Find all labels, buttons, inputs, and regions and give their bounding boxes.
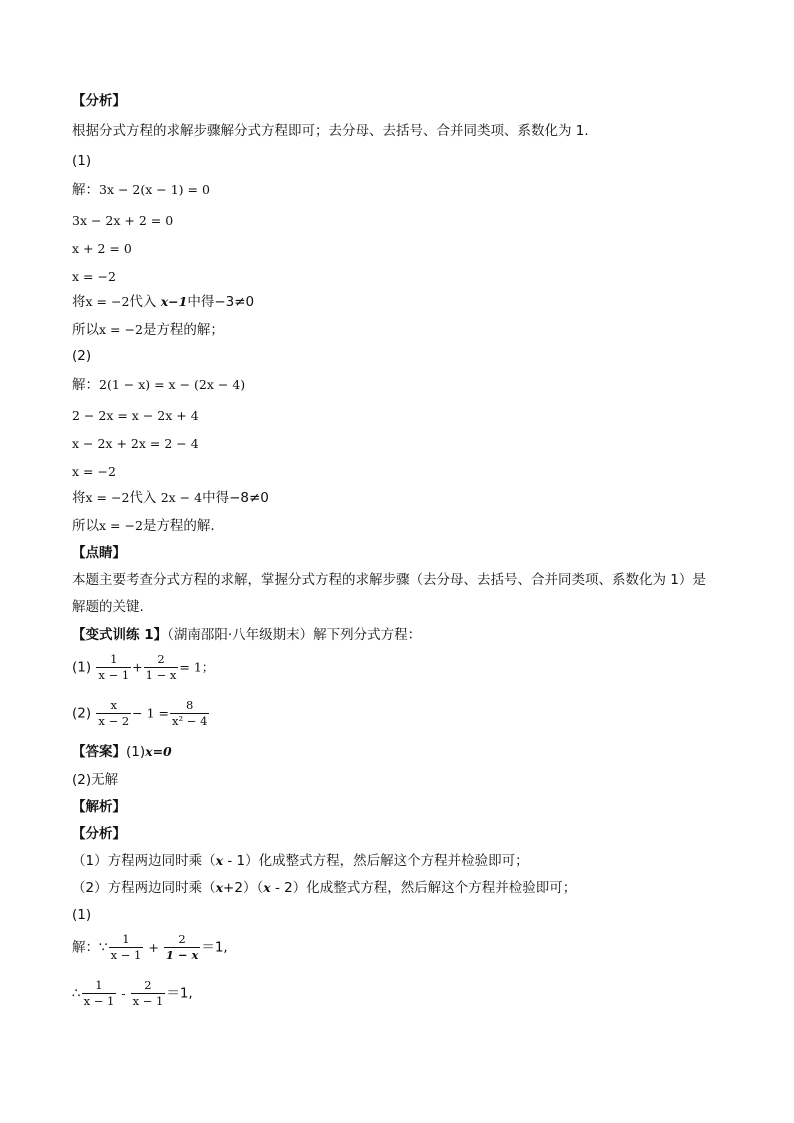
therefore-symbol: ∴ bbox=[72, 985, 81, 1002]
fraction: $\frac{1}{x - 1}$ bbox=[98, 652, 130, 682]
check-text: 将 bbox=[72, 294, 86, 310]
solve-prefix: 解： bbox=[72, 377, 99, 393]
fraction: $\frac{1}{x - 1}$ bbox=[110, 932, 142, 962]
analysis2-step2: （2）方程两边同时乘（x+2）（x - 2）化成整式方程，然后解这个方程并检验即可； bbox=[72, 880, 577, 896]
because-prefix: 解：∵ bbox=[72, 939, 108, 956]
solution-heading: 【解析】 bbox=[72, 799, 126, 815]
part2-check bbox=[72, 489, 269, 507]
part1-conclusion bbox=[72, 321, 224, 339]
equation-middle: − 1 = bbox=[132, 705, 170, 721]
part2-label: (2) bbox=[72, 348, 92, 364]
check-expression: x−1 bbox=[160, 294, 188, 309]
equation: 3x − 2(x − 1) = 0 bbox=[99, 182, 210, 197]
plus-sign: + bbox=[148, 939, 159, 955]
answer-label: (1) bbox=[126, 744, 146, 760]
plus-sign: + bbox=[132, 659, 143, 675]
solution-line-because bbox=[72, 932, 228, 963]
question-label: (1) bbox=[72, 659, 92, 676]
equation-rhs: ＝1, bbox=[166, 985, 193, 1002]
analysis-heading: 【分析】 bbox=[72, 93, 126, 109]
fraction: $\frac{x}{x - 2}$ bbox=[98, 698, 130, 728]
comment-heading: 【点睛】 bbox=[72, 545, 126, 561]
part2-conclusion bbox=[72, 517, 215, 535]
variable: x bbox=[215, 880, 224, 895]
solution-line-therefore bbox=[72, 978, 193, 1009]
analysis-heading-2: 【分析】 bbox=[72, 826, 126, 842]
variable: x bbox=[215, 853, 224, 868]
solve-prefix: 解： bbox=[72, 182, 99, 198]
answer-value: x=0 bbox=[145, 744, 172, 759]
conclusion-value: x = −2 bbox=[99, 322, 143, 337]
check-value: x = −2 bbox=[85, 294, 130, 309]
comment-line-1: 本题主要考查分式方程的求解，掌握分式方程的求解步骤（去分母、去括号、合并同类项、系数化为 1）是 bbox=[72, 572, 706, 588]
part2-step3: x − 2x + 2x = 2 − 4 bbox=[72, 436, 199, 451]
part1-check bbox=[72, 293, 254, 311]
analysis2-step1: （1）方程两边同时乘（x - 1）化成整式方程，然后解这个方程并检验即可； bbox=[72, 853, 529, 869]
check-text: 将 bbox=[72, 490, 86, 506]
part1-step2: 3x − 2x + 2 = 0 bbox=[72, 213, 174, 228]
check-expression: 2x − 4 bbox=[160, 490, 203, 505]
answer-heading: 【答案】 bbox=[72, 744, 126, 760]
conclusion-text: 所以 bbox=[72, 518, 99, 534]
question-1 bbox=[72, 652, 214, 683]
check-result: 中得−8≠0 bbox=[202, 490, 269, 506]
fraction: $\frac{1}{x - 1}$ bbox=[83, 978, 115, 1008]
part2-step2: 2 − 2x = x − 2x + 4 bbox=[72, 408, 199, 423]
question-2 bbox=[72, 698, 210, 729]
equation-rhs: ＝1, bbox=[201, 939, 228, 956]
solution-part1-label: (1) bbox=[72, 907, 92, 923]
equation-rhs: = 1； bbox=[179, 659, 215, 675]
comment-line-2: 解题的关键. bbox=[72, 599, 144, 615]
check-text: 代入 bbox=[129, 490, 157, 506]
variant-title-text: （湖南邵阳·八年级期末）解下列分式方程： bbox=[167, 627, 422, 643]
variant-title-bold: 【变式训练 1】 bbox=[72, 627, 168, 643]
check-text: 代入 bbox=[129, 294, 157, 310]
conclusion-text: 是方程的解； bbox=[142, 322, 224, 338]
variant-title bbox=[72, 626, 421, 644]
analysis-intro: 根据分式方程的求解步骤解分式方程即可；去分母、去括号、合并同类项、系数化为 1. bbox=[72, 123, 589, 139]
equation: 2(1 − x) = x − (2x − 4) bbox=[99, 377, 246, 392]
part1-step3: x + 2 = 0 bbox=[72, 241, 132, 256]
minus-sign: - bbox=[121, 985, 126, 1001]
conclusion-text: 是方程的解. bbox=[142, 518, 215, 534]
variable: x bbox=[263, 880, 271, 895]
part1-step4: x = −2 bbox=[72, 269, 116, 284]
check-value: x = −2 bbox=[85, 490, 130, 505]
answer-line bbox=[72, 743, 172, 761]
part1-step1 bbox=[72, 181, 210, 199]
conclusion-text: 所以 bbox=[72, 322, 99, 338]
fraction: $\frac{2}{1 - x}$ bbox=[145, 652, 177, 682]
fraction: $\frac{2}{x - 1}$ bbox=[132, 978, 164, 1008]
fraction: $\frac{2}{1 - x}$ bbox=[165, 932, 199, 962]
check-result: 中得−3≠0 bbox=[187, 294, 255, 310]
part2-step1 bbox=[72, 376, 245, 394]
fraction: $\frac{8}{\text{x² − 4}}$ bbox=[172, 698, 208, 728]
question-label: (2) bbox=[72, 705, 92, 722]
conclusion-value: x = −2 bbox=[99, 518, 143, 533]
answer-2: (2)无解 bbox=[72, 772, 119, 788]
part2-step4: x = −2 bbox=[72, 464, 116, 479]
part1-label: (1) bbox=[72, 153, 92, 169]
